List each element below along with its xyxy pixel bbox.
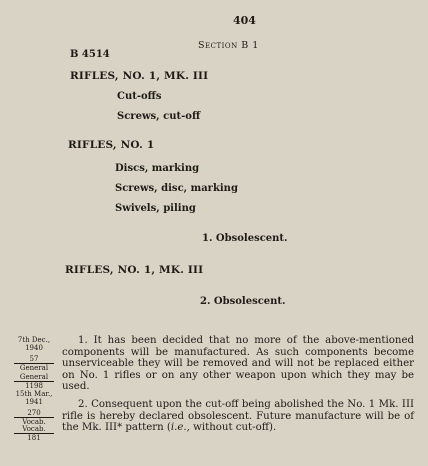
heading-rifles-no1: RIFLES, NO. 1 — [68, 139, 155, 151]
paragraph-2-italic: i.e., — [170, 422, 190, 433]
margin-ref-general: General 1198 — [14, 373, 54, 390]
paragraph-2-text-a: 2. Consequent upon the cut-off being abolished the No. 1 Mk. III rifle is hereby declared obsolescent. Future manufacture will be of the Mk. III* pattern ( — [62, 399, 414, 433]
item-cut-offs: Cut-offs — [117, 91, 162, 102]
paragraph-2 — [62, 399, 414, 434]
item-screws-cut-off: Screws, cut-off — [117, 111, 201, 122]
margin-ref-2: 270 Vocab. — [14, 409, 54, 426]
section-label: Section B 1 — [198, 40, 259, 51]
page-number: 404 — [233, 14, 256, 27]
heading-rifles-mk3-second: RIFLES, NO. 1, MK. III — [65, 264, 204, 276]
catalogue-reference: B 4514 — [70, 49, 110, 60]
note-obsolescent-2: 2. Obsolescent. — [200, 296, 286, 307]
margin-ref-1: 57 General — [14, 355, 54, 372]
paragraph-2-text-b: without cut-off). — [189, 422, 277, 433]
note-obsolescent-1: 1. Obsolescent. — [202, 233, 288, 244]
item-screws-disc-marking: Screws, disc, marking — [115, 183, 238, 194]
margin-ref-vocab: Vocab. 181 — [14, 425, 54, 442]
item-discs-marking: Discs, marking — [115, 163, 200, 174]
paragraph-1: 1. It has been decided that no more of the above-mentioned components will be manufactured. As such components become unserviceable they will be removed and will not be replaced either on No. 1 rifles or on any other weapon upon which they may be used. — [62, 335, 414, 392]
heading-rifles-mk3-first: RIFLES, NO. 1, MK. III — [70, 70, 209, 82]
margin-date-2: 15th Mar., 1941 — [15, 390, 53, 406]
item-swivels-piling: Swivels, piling — [115, 203, 196, 214]
margin-date-1: 7th Dec., 1940 — [17, 336, 51, 352]
